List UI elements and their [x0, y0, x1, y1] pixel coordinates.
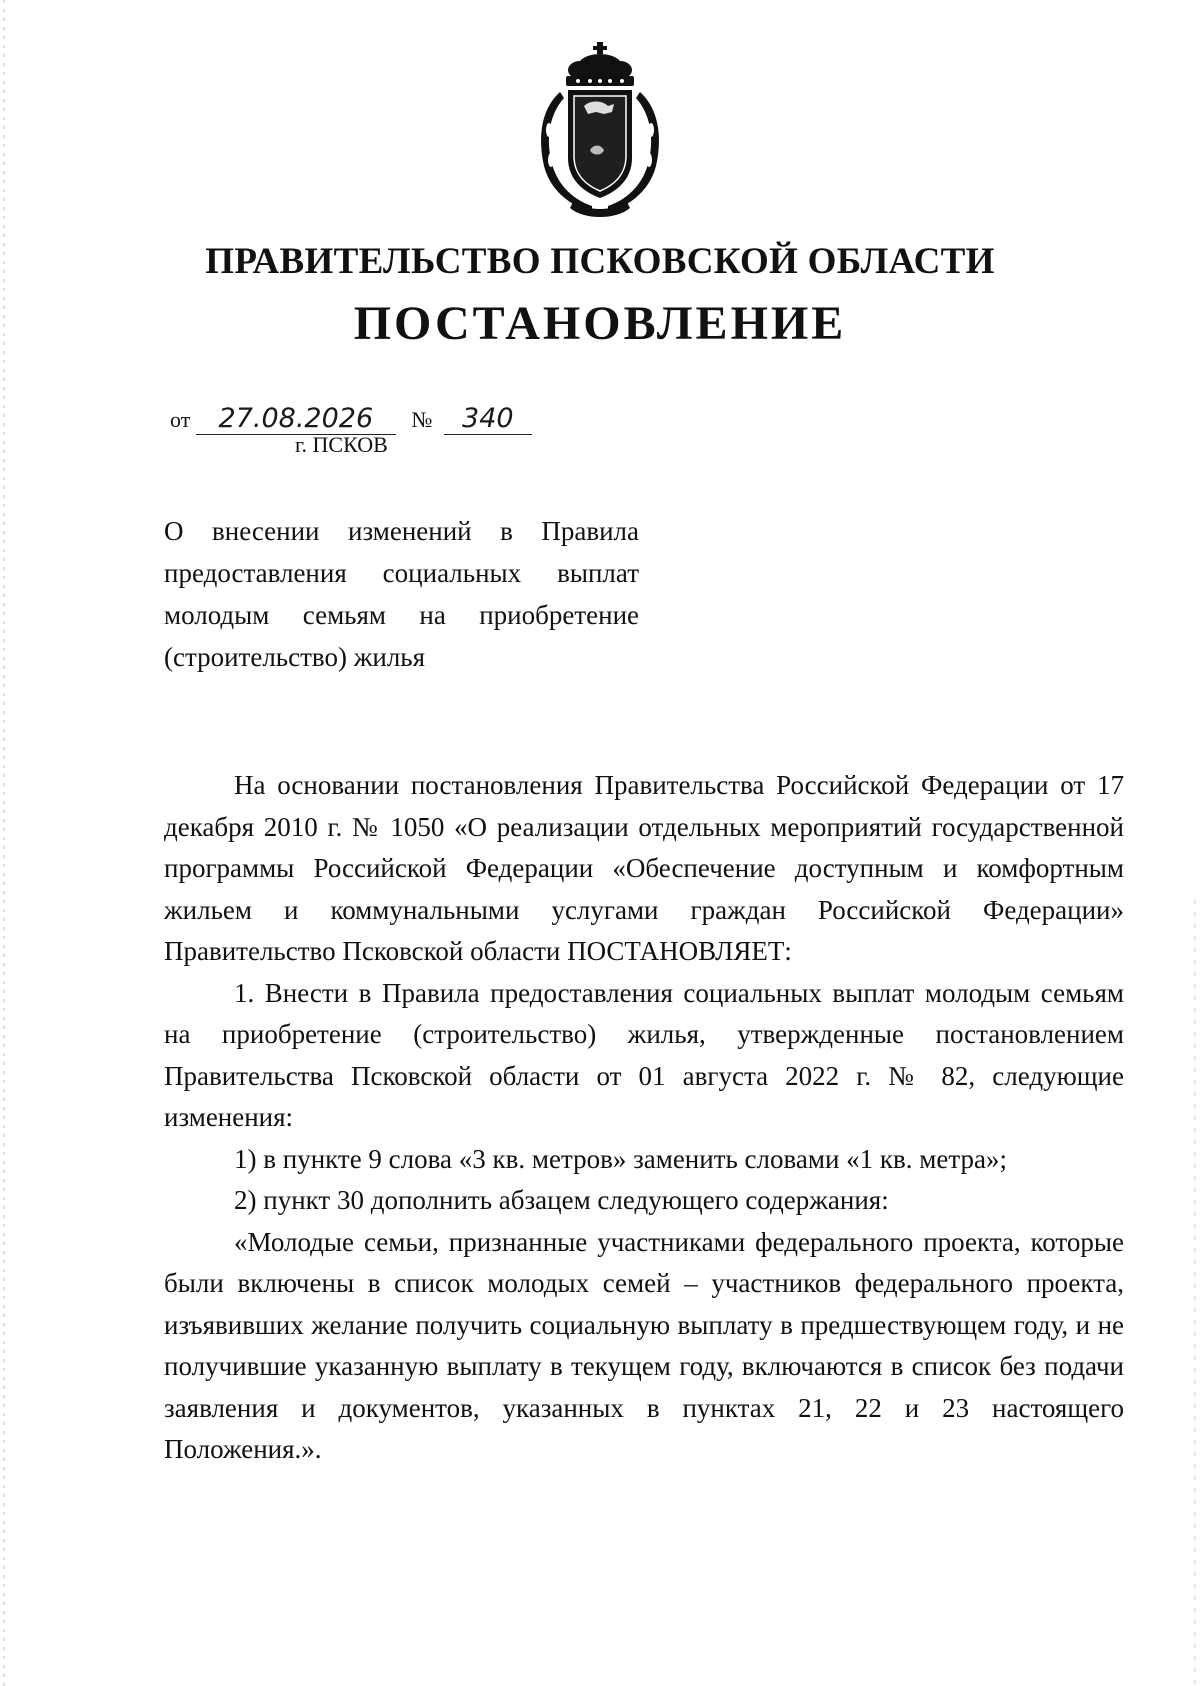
preamble-paragraph: На основании постановления Правительства Российской Федерации от 17 декабря 2010 г. № 1050 «О реализации отдельных мероприятий государственной программы Российской Федерации «Обеспечение доступным и комфортным жильем и коммунальными услугами граждан Российской Федерации» Правительство Псковской области ПОСТАНОВЛЯЕТ:: [164, 770, 1124, 966]
document-subject: О внесении изменений в Правила предоставления социальных выплат молодым семьям на приобретение (строительство) жилья: [164, 516, 639, 672]
document-body: [164, 765, 1124, 1471]
subitem-2-paragraph: 2) пункт 30 дополнить абзацем следующего содержания:: [234, 1185, 889, 1215]
date-value: 27.08.2026: [218, 403, 374, 434]
document-type-title: ПОСТАНОВЛЕНИЕ: [353, 297, 847, 350]
item-1-paragraph: 1. Внести в Правила предоставления социальных выплат молодым семьям на приобретение (строительство) жилья, утвержденные постановлением Правительства Псковской области от 01 августа 2022 г. № 82, следующие изменения:: [164, 977, 1124, 1132]
organization-title: ПРАВИТЕЛЬСТВО ПСКОВСКОЙ ОБЛАСТИ: [205, 241, 995, 282]
subitem-1-paragraph: 1) в пункте 9 слова «3 кв. метров» заменить словами «1 кв. метра»;: [234, 1143, 1007, 1174]
coat-of-arms-icon: [530, 40, 670, 220]
date-prefix: от: [170, 407, 191, 432]
number-value: 340: [462, 403, 514, 434]
scan-edge-right: [1194, 900, 1196, 1686]
quoted-paragraph: «Молодые семьи, признанные участниками федерального проекта, которые были включены в список молодых семей – участников федерального проекта, изъявивших желание получить социальную выплату в предшествующем году, и не получившие указанную выплату в текущем году, включаются в список без подачи заявления и документов, указанных в пунктах 21, 22 и 23 настоящего Положения.».: [164, 1226, 1124, 1464]
city-label: г. ПСКОВ: [295, 432, 388, 457]
number-field: [444, 405, 532, 435]
document-meta-row: [170, 405, 532, 435]
date-field: [196, 405, 396, 435]
number-label: №: [411, 407, 433, 432]
